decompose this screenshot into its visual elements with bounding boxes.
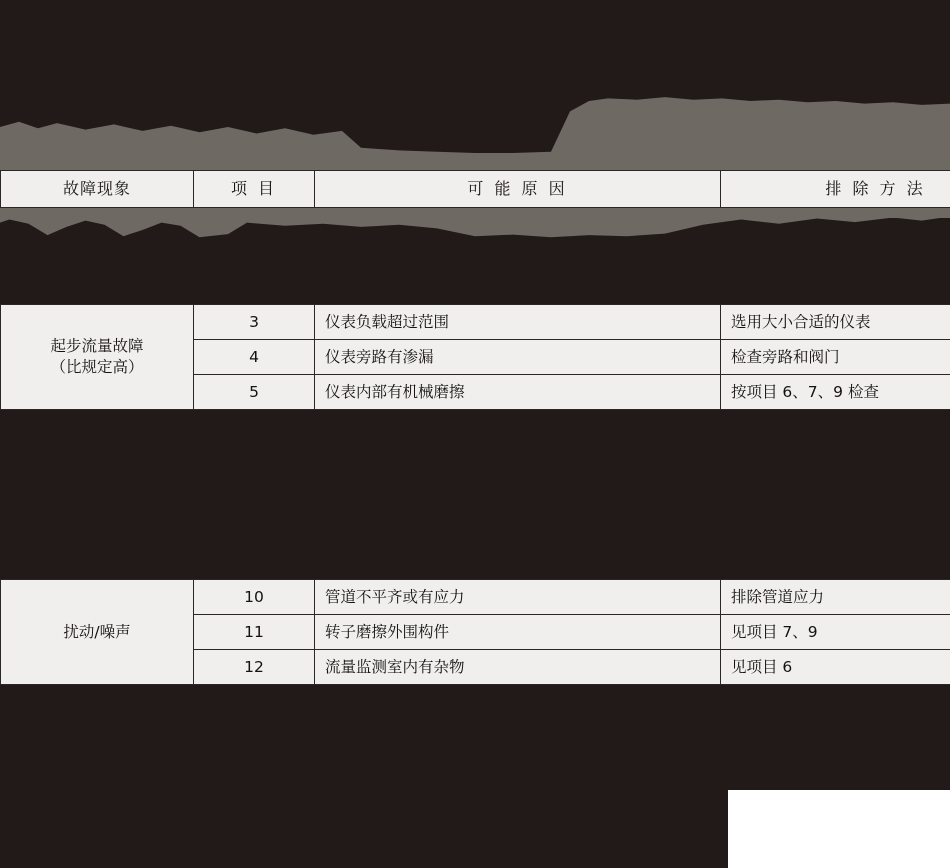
cause-text: 仪表负载超过范围 (315, 305, 721, 340)
table-row (1, 580, 950, 615)
remedy-text: 见项目 6 (721, 650, 950, 685)
column-header-remedy: 排 除 方 法 (721, 171, 950, 208)
cause-text: 管道不平齐或有应力 (315, 580, 721, 615)
column-header-item: 项 目 (194, 171, 315, 208)
remedy-text: 见项目 7、9 (721, 615, 950, 650)
item-number: 12 (194, 650, 315, 685)
fault-table-block-1 (0, 304, 950, 410)
table-row (1, 305, 950, 340)
item-number: 5 (194, 375, 315, 410)
item-number: 3 (194, 305, 315, 340)
column-header-cause: 可 能 原 因 (315, 171, 721, 208)
table-row (1, 171, 950, 208)
cause-text: 流量监测室内有杂物 (315, 650, 721, 685)
phenomenon-line-1: 起步流量故障 (50, 337, 144, 356)
cause-text: 转子磨擦外围构件 (315, 615, 721, 650)
fault-table-block-2 (0, 579, 950, 685)
remedy-text: 按项目 6、7、9 检查 (721, 375, 950, 410)
remedy-text: 选用大小合适的仪表 (721, 305, 950, 340)
torn-paper-corner-bottom-right (728, 790, 950, 868)
item-number: 11 (194, 615, 315, 650)
remedy-text: 检查旁路和阀门 (721, 340, 950, 375)
remedy-text: 排除管道应力 (721, 580, 950, 615)
phenomenon-cell (1, 305, 194, 410)
cause-text: 仪表内部有机械磨擦 (315, 375, 721, 410)
column-header-phenomenon: 故障现象 (1, 171, 194, 208)
cause-text: 仪表旁路有渗漏 (315, 340, 721, 375)
phenomenon-cell: 扰动/噪声 (1, 580, 194, 685)
item-number: 4 (194, 340, 315, 375)
phenomenon-line-2: （比规定高） (50, 358, 144, 376)
table-header-row (0, 170, 950, 208)
item-number: 10 (194, 580, 315, 615)
